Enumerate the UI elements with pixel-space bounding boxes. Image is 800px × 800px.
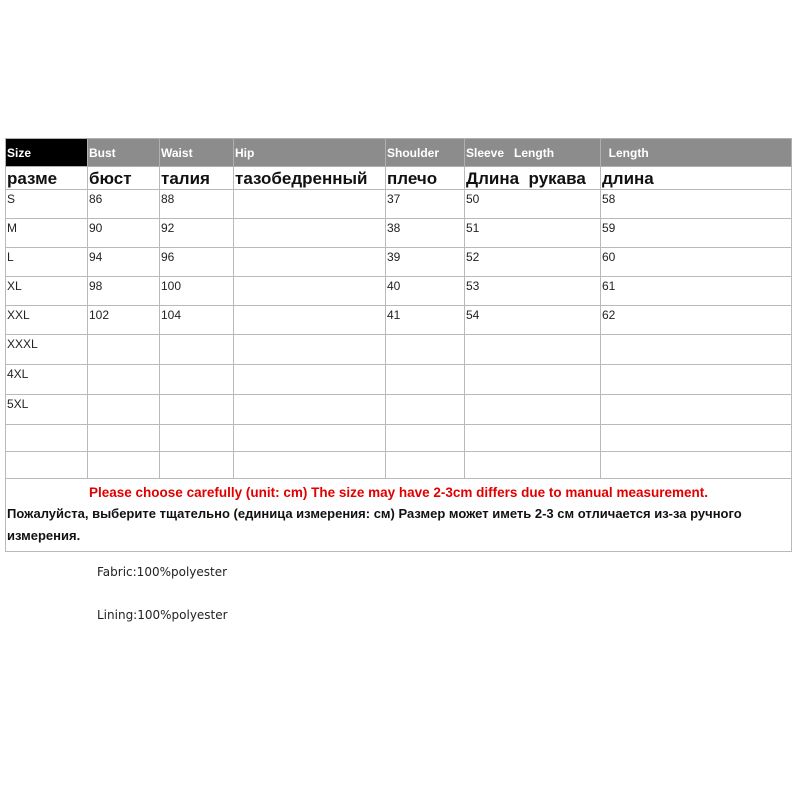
- cell-sleeve-length: 50: [465, 190, 601, 219]
- fabric-text: Fabric:100%polyester: [97, 565, 228, 579]
- cell-sleeve-length: [465, 425, 601, 452]
- note-row: [6, 479, 792, 552]
- table-row: [6, 335, 792, 365]
- cell-hip: [234, 277, 386, 306]
- cell-sleeve-length: 51: [465, 219, 601, 248]
- header-hip: Hip: [234, 139, 386, 167]
- cell-bust: [88, 425, 160, 452]
- header-ru-size: разме: [6, 167, 88, 190]
- table-body: [6, 190, 792, 479]
- cell-waist: [160, 425, 234, 452]
- cell-waist: 88: [160, 190, 234, 219]
- header-ru-bust: бюст: [88, 167, 160, 190]
- cell-waist: 104: [160, 306, 234, 335]
- cell-shoulder: 40: [386, 277, 465, 306]
- table-row: [6, 190, 792, 219]
- cell-hip: [234, 190, 386, 219]
- cell-sleeve-length: [465, 335, 601, 365]
- cell-hip: [234, 306, 386, 335]
- cell-waist: [160, 335, 234, 365]
- cell-shoulder: 38: [386, 219, 465, 248]
- cell-waist: 96: [160, 248, 234, 277]
- cell-bust: [88, 452, 160, 479]
- cell-length: [601, 335, 792, 365]
- cell-sleeve-length: 53: [465, 277, 601, 306]
- note-russian: Пожалуйста, выберите тщательно (единица измерения: см) Размер может иметь 2-3 см отличается из-за ручного измерения.: [7, 506, 742, 543]
- cell-sleeve-length: [465, 452, 601, 479]
- cell-length: 58: [601, 190, 792, 219]
- header-ru-sleeve-length: Длина рукава: [465, 167, 601, 190]
- header-size: Size: [6, 139, 88, 167]
- cell-size: 5XL: [6, 395, 88, 425]
- cell-bust: 102: [88, 306, 160, 335]
- cell-shoulder: 41: [386, 306, 465, 335]
- note-cell: [6, 479, 792, 552]
- cell-waist: [160, 365, 234, 395]
- header-waist: Waist: [160, 139, 234, 167]
- cell-length: 60: [601, 248, 792, 277]
- cell-length: 62: [601, 306, 792, 335]
- cell-waist: 100: [160, 277, 234, 306]
- cell-bust: 86: [88, 190, 160, 219]
- table-row: [6, 306, 792, 335]
- cell-size: [6, 425, 88, 452]
- cell-sleeve-length: 54: [465, 306, 601, 335]
- cell-size: 4XL: [6, 365, 88, 395]
- header-row-english: [6, 139, 792, 167]
- cell-length: [601, 365, 792, 395]
- lining-text: Lining:100%polyester: [97, 608, 228, 622]
- table-row: [6, 425, 792, 452]
- cell-hip: [234, 219, 386, 248]
- cell-shoulder: 39: [386, 248, 465, 277]
- cell-bust: 94: [88, 248, 160, 277]
- cell-shoulder: [386, 335, 465, 365]
- cell-bust: 90: [88, 219, 160, 248]
- cell-hip: [234, 395, 386, 425]
- cell-hip: [234, 335, 386, 365]
- cell-size: S: [6, 190, 88, 219]
- cell-length: [601, 425, 792, 452]
- cell-size: XL: [6, 277, 88, 306]
- cell-shoulder: [386, 425, 465, 452]
- cell-length: 59: [601, 219, 792, 248]
- cell-size: [6, 452, 88, 479]
- cell-waist: 92: [160, 219, 234, 248]
- size-chart-table: [5, 138, 792, 552]
- cell-shoulder: 37: [386, 190, 465, 219]
- cell-sleeve-length: [465, 395, 601, 425]
- header-sleeve-length: Sleeve Length: [465, 139, 601, 167]
- cell-length: [601, 395, 792, 425]
- header-ru-hip: тазобедренный: [234, 167, 386, 190]
- header-row-russian: [6, 167, 792, 190]
- cell-hip: [234, 248, 386, 277]
- cell-bust: 98: [88, 277, 160, 306]
- header-length: Length: [601, 139, 792, 167]
- table-row: [6, 219, 792, 248]
- table-row: [6, 365, 792, 395]
- cell-bust: [88, 365, 160, 395]
- cell-waist: [160, 452, 234, 479]
- cell-shoulder: [386, 395, 465, 425]
- cell-waist: [160, 395, 234, 425]
- cell-size: L: [6, 248, 88, 277]
- header-ru-shoulder: плечо: [386, 167, 465, 190]
- cell-hip: [234, 452, 386, 479]
- header-ru-waist: талия: [160, 167, 234, 190]
- note-english: Please choose carefully (unit: cm) The size may have 2-3cm differs due to manual measurement.: [89, 485, 708, 500]
- cell-length: 61: [601, 277, 792, 306]
- cell-shoulder: [386, 452, 465, 479]
- header-bust: Bust: [88, 139, 160, 167]
- cell-bust: [88, 395, 160, 425]
- cell-size: XXXL: [6, 335, 88, 365]
- cell-sleeve-length: [465, 365, 601, 395]
- cell-sleeve-length: 52: [465, 248, 601, 277]
- table-row: [6, 452, 792, 479]
- table-row: [6, 395, 792, 425]
- cell-hip: [234, 365, 386, 395]
- cell-length: [601, 452, 792, 479]
- cell-size: XXL: [6, 306, 88, 335]
- header-shoulder: Shoulder: [386, 139, 465, 167]
- cell-bust: [88, 335, 160, 365]
- table-row: [6, 248, 792, 277]
- header-ru-length: длина: [601, 167, 792, 190]
- cell-shoulder: [386, 365, 465, 395]
- cell-size: M: [6, 219, 88, 248]
- table-row: [6, 277, 792, 306]
- cell-hip: [234, 425, 386, 452]
